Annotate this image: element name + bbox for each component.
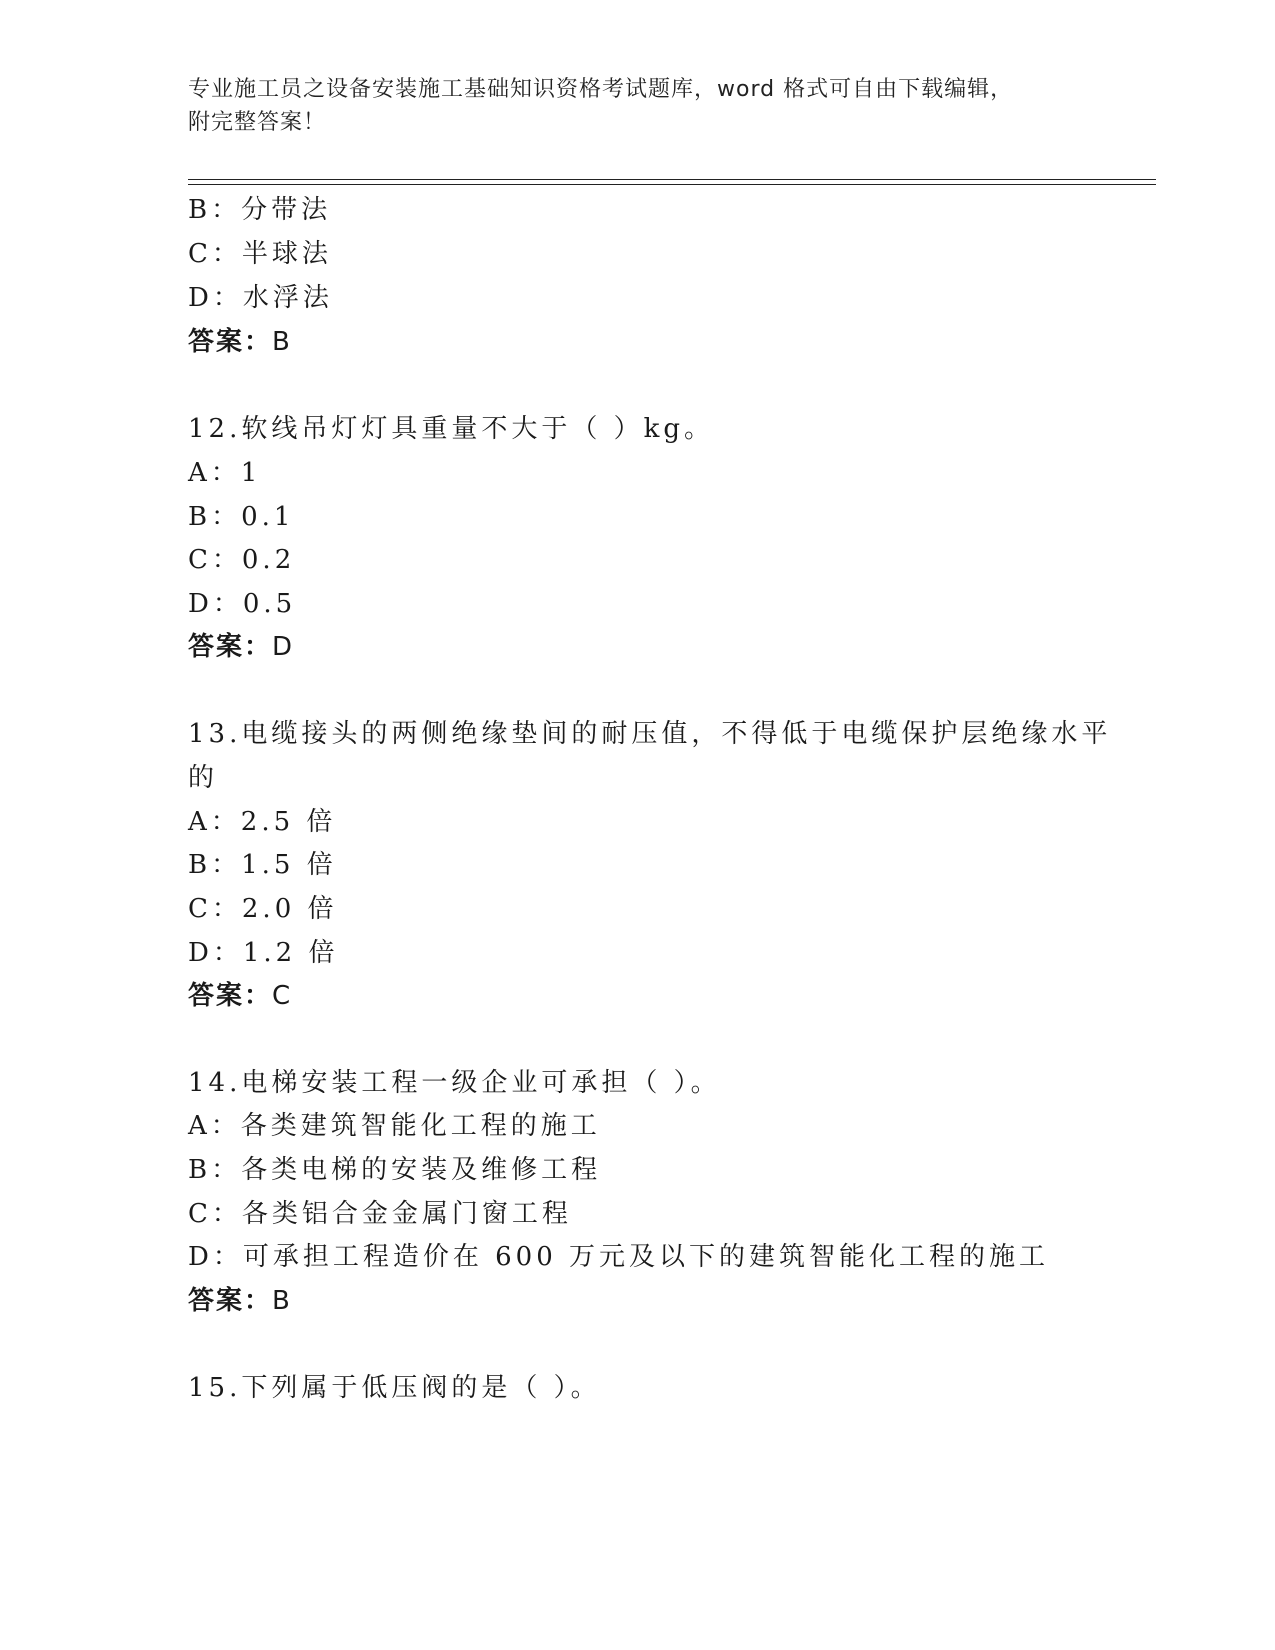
q12-answer-label: 答案：	[188, 632, 273, 662]
q13-option-c: C：2.0 倍	[188, 894, 338, 924]
q15-question: 15.下列属于低压阀的是（ ）。	[188, 1373, 601, 1403]
q13-question-line-2: 的	[188, 763, 219, 793]
header-line-1: 专业施工员之设备安装施工基础知识资格考试题库，word 格式可自由下载编辑，	[188, 77, 1014, 102]
header-line-2: 附完整答案！	[188, 110, 327, 135]
q12-option-b: B：0.1	[188, 502, 295, 532]
header-divider-bottom	[188, 184, 1156, 185]
q13-answer	[188, 979, 292, 1013]
q11-answer-value: B	[272, 327, 292, 357]
q14-answer	[188, 1284, 292, 1318]
q12-answer-value: D	[272, 632, 295, 662]
q11-answer-label: 答案：	[188, 327, 273, 357]
q11-option-b: B：分带法	[188, 195, 332, 225]
q11-option-d: D：水浮法	[188, 283, 333, 313]
q11-option-c: C：半球法	[188, 239, 332, 269]
q13-option-a: A：2.5 倍	[188, 807, 337, 837]
q12-question: 12.软线吊灯灯具重量不大于（ ）kg。	[188, 414, 715, 444]
q11-answer	[188, 325, 292, 359]
q14-option-b: B：各类电梯的安装及维修工程	[188, 1155, 602, 1185]
q14-answer-label: 答案：	[188, 1286, 273, 1316]
q13-question-line-1: 13.电缆接头的两侧绝缘垫间的耐压值，不得低于电缆保护层绝缘水平	[188, 719, 1112, 749]
q13-answer-value: C	[272, 981, 293, 1011]
q13-answer-label: 答案：	[188, 981, 273, 1011]
q14-option-d: D：可承担工程造价在 600 万元及以下的建筑智能化工程的施工	[188, 1242, 1050, 1272]
q13-option-b: B：1.5 倍	[188, 850, 337, 880]
q14-option-c: C：各类铝合金金属门窗工程	[188, 1199, 572, 1229]
document-header	[188, 73, 1068, 139]
q12-answer	[188, 630, 294, 664]
q14-answer-value: B	[272, 1286, 292, 1316]
q14-option-a: A：各类建筑智能化工程的施工	[188, 1111, 601, 1141]
q13-option-d: D：1.2 倍	[188, 938, 339, 968]
q12-option-c: C：0.2	[188, 545, 296, 575]
q12-option-d: D：0.5	[188, 589, 297, 619]
q14-question: 14.电梯安装工程一级企业可承担（ ）。	[188, 1068, 721, 1098]
header-divider-top	[188, 179, 1156, 180]
q12-option-a: A：1	[188, 458, 262, 488]
